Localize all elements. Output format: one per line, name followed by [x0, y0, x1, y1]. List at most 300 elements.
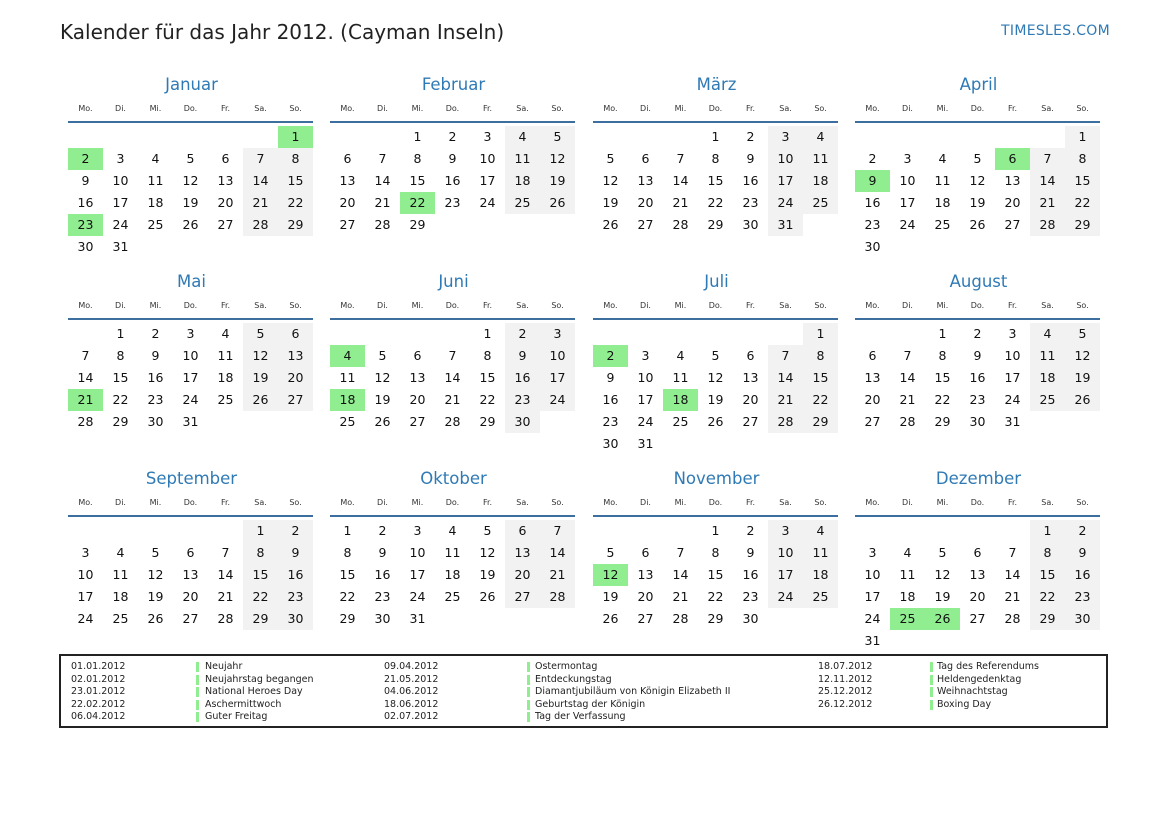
day-cell: 7 [768, 345, 803, 367]
day-cell: 6 [995, 148, 1030, 170]
day-cell: 18 [803, 564, 838, 586]
weekday-header [330, 301, 577, 313]
day-cell: 4 [151, 151, 160, 166]
month-name: August [949, 272, 1008, 291]
day-cell: 3 [81, 545, 90, 560]
day-cell: 18 [803, 170, 838, 192]
holiday-name: National Heroes Day [205, 686, 303, 697]
day-cell: 10 [899, 173, 916, 188]
day-cell: 19 [707, 392, 724, 407]
month-name: Februar [421, 75, 486, 94]
day-cell: 25 [112, 611, 129, 626]
weekday-label: Fr. [1007, 104, 1018, 113]
weekday-label: Do. [445, 104, 460, 113]
header-rule [855, 515, 1100, 517]
weekday-label: Sa. [1041, 104, 1054, 113]
day-cell: 19 [1065, 367, 1100, 389]
day-cell: 2 [973, 326, 982, 341]
day-cell: 8 [938, 348, 947, 363]
day-cell: 16 [444, 173, 461, 188]
month-2 [593, 74, 840, 264]
page-title: Kalender für das Jahr 2012. (Cayman Inseln) [60, 20, 505, 44]
day-cell: 30 [602, 436, 619, 451]
day-cell: 9 [505, 345, 540, 367]
day-cell: 11 [147, 173, 164, 188]
holiday-marker [196, 712, 199, 722]
weekday-label: Mo. [340, 104, 355, 113]
holiday-date: 23.01.2012 [71, 686, 126, 697]
day-cell: 17 [182, 370, 199, 385]
day-cell: 21 [672, 589, 689, 604]
day-cell: 31 [637, 436, 654, 451]
header-rule [68, 121, 313, 123]
day-cell: 20 [969, 589, 986, 604]
day-cell: 10 [1004, 348, 1021, 363]
day-cell: 22 [707, 195, 724, 210]
weekday-label: Mo. [340, 301, 355, 310]
holiday-name: Geburtstag der Königin [535, 698, 646, 710]
day-cell: 26 [925, 608, 960, 630]
day-cell: 22 [112, 392, 129, 407]
holiday-name: Guter Freitag [205, 711, 268, 722]
day-cell: 12 [934, 567, 951, 582]
day-cell: 2 [151, 326, 160, 341]
day-cell: 13 [339, 173, 356, 188]
header-rule [855, 121, 1100, 123]
day-cell: 17 [864, 589, 881, 604]
weekday-label: Mo. [603, 498, 618, 507]
day-cell: 14 [768, 367, 803, 389]
day-cell: 25 [339, 414, 356, 429]
day-cell: 7 [676, 545, 685, 560]
day-cell: 7 [1008, 545, 1017, 560]
day-cell: 24 [409, 589, 426, 604]
month-name: Mai [177, 272, 206, 291]
holiday-date: 06.04.2012 [71, 711, 126, 722]
day-cell: 8 [413, 151, 422, 166]
day-cell: 20 [637, 589, 654, 604]
weekday-label: Di. [640, 498, 651, 507]
day-cell: 31 [409, 611, 426, 626]
day-cell: 15 [707, 173, 724, 188]
day-cell: 17 [479, 173, 496, 188]
header-rule [330, 318, 575, 320]
month-name: April [959, 75, 998, 94]
day-cell: 9 [378, 545, 387, 560]
day-cell: 11 [672, 370, 689, 385]
day-cell: 23 [444, 195, 461, 210]
day-cell: 6 [221, 151, 230, 166]
day-cell: 10 [864, 567, 881, 582]
holiday-name: Entdeckungstag [535, 673, 612, 685]
holiday-marker [930, 687, 933, 697]
day-cell: 28 [444, 414, 461, 429]
holiday-date: 18.07.2012 [818, 661, 873, 672]
weekday-label: Fr. [482, 498, 493, 507]
day-cell: 18 [505, 170, 540, 192]
day-cell: 2 [278, 520, 313, 542]
month-name: März [696, 75, 737, 94]
weekday-label: Sa. [779, 301, 792, 310]
day-cell: 4 [448, 523, 457, 538]
day-cell: 20 [637, 195, 654, 210]
day-cell: 11 [1030, 345, 1065, 367]
day-cell: 23 [864, 217, 881, 232]
weekday-label: Fr. [1007, 301, 1018, 310]
day-cell: 14 [672, 173, 689, 188]
day-cell: 4 [1030, 323, 1065, 345]
day-cell: 10 [637, 370, 654, 385]
day-cell: 18 [663, 389, 698, 411]
day-cell: 7 [540, 520, 575, 542]
day-grid [68, 520, 315, 660]
day-grid [593, 520, 840, 660]
day-grid [855, 323, 1102, 463]
day-cell: 19 [602, 589, 619, 604]
day-cell: 17 [637, 392, 654, 407]
day-cell: 1 [243, 520, 278, 542]
day-cell: 30 [77, 239, 94, 254]
month-9 [330, 468, 577, 658]
day-cell: 13 [409, 370, 426, 385]
day-cell: 27 [637, 611, 654, 626]
day-cell: 24 [1004, 392, 1021, 407]
day-cell: 19 [182, 195, 199, 210]
day-cell: 31 [768, 214, 803, 236]
day-cell: 21 [1004, 589, 1021, 604]
weekday-label: Mo. [865, 104, 880, 113]
weekday-label: Di. [115, 104, 126, 113]
holiday-marker [196, 687, 199, 697]
weekday-label: Di. [640, 301, 651, 310]
day-cell: 23 [68, 214, 103, 236]
month-0 [68, 74, 315, 264]
weekday-label: Do. [183, 498, 198, 507]
day-cell: 2 [378, 523, 387, 538]
day-cell: 29 [243, 608, 278, 630]
holiday-marker [527, 687, 530, 697]
day-cell: 12 [243, 345, 278, 367]
day-cell: 16 [278, 564, 313, 586]
day-cell: 14 [1030, 170, 1065, 192]
day-cell: 13 [505, 542, 540, 564]
day-cell: 30 [505, 411, 540, 433]
day-cell: 19 [374, 392, 391, 407]
day-cell: 23 [742, 195, 759, 210]
day-cell: 4 [903, 545, 912, 560]
day-cell: 17 [768, 564, 803, 586]
day-cell: 23 [742, 589, 759, 604]
day-cell: 8 [116, 348, 125, 363]
holiday-date: 18.06.2012 [384, 698, 439, 710]
holiday-name: Tag des Referendums [937, 661, 1039, 672]
day-cell: 27 [742, 414, 759, 429]
day-cell: 24 [864, 611, 881, 626]
day-cell: 16 [742, 173, 759, 188]
holiday-marker [527, 700, 530, 710]
weekday-label: Fr. [220, 301, 231, 310]
day-cell: 10 [112, 173, 129, 188]
day-cell: 12 [540, 148, 575, 170]
day-cell: 8 [1030, 542, 1065, 564]
day-cell: 21 [374, 195, 391, 210]
day-cell: 24 [112, 217, 129, 232]
day-cell: 7 [448, 348, 457, 363]
day-cell: 28 [217, 611, 234, 626]
day-cell: 6 [505, 520, 540, 542]
holiday-date: 04.06.2012 [384, 686, 439, 697]
day-cell: 8 [483, 348, 492, 363]
weekday-label: Di. [902, 104, 913, 113]
day-cell: 12 [182, 173, 199, 188]
day-cell: 19 [243, 367, 278, 389]
weekday-header [855, 301, 1102, 313]
day-cell: 19 [147, 589, 164, 604]
day-cell: 2 [68, 148, 103, 170]
day-cell: 29 [409, 217, 426, 232]
day-cell: 21 [243, 192, 278, 214]
weekday-label: Sa. [516, 104, 529, 113]
weekday-header [593, 301, 840, 313]
day-cell: 19 [602, 195, 619, 210]
day-grid [330, 520, 577, 660]
day-cell: 5 [378, 348, 387, 363]
day-cell: 8 [803, 345, 838, 367]
day-cell: 3 [116, 151, 125, 166]
day-cell: 11 [444, 545, 461, 560]
day-cell: 23 [602, 414, 619, 429]
day-cell: 13 [637, 173, 654, 188]
holiday-date: 02.07.2012 [384, 711, 439, 722]
day-cell: 13 [742, 370, 759, 385]
day-cell: 26 [969, 217, 986, 232]
day-cell: 9 [973, 348, 982, 363]
day-cell: 24 [479, 195, 496, 210]
day-cell: 5 [483, 523, 492, 538]
day-cell: 26 [374, 414, 391, 429]
day-cell: 19 [479, 567, 496, 582]
month-name: September [145, 469, 238, 488]
weekday-label: Sa. [254, 104, 267, 113]
holiday-date: 09.04.2012 [384, 661, 439, 672]
day-cell: 5 [938, 545, 947, 560]
day-cell: 4 [116, 545, 125, 560]
day-cell: 21 [672, 195, 689, 210]
day-cell: 9 [448, 151, 457, 166]
day-cell: 10 [77, 567, 94, 582]
weekday-label: So. [551, 498, 564, 507]
weekday-label: Mi. [936, 104, 949, 113]
day-cell: 15 [1030, 564, 1065, 586]
weekday-label: Di. [902, 301, 913, 310]
day-grid [68, 126, 315, 266]
weekday-label: Di. [902, 498, 913, 507]
weekday-label: Mo. [865, 498, 880, 507]
day-grid [593, 323, 840, 463]
day-cell: 29 [1065, 214, 1100, 236]
day-cell: 28 [768, 411, 803, 433]
day-cell: 25 [505, 192, 540, 214]
day-cell: 15 [278, 170, 313, 192]
day-cell: 12 [707, 370, 724, 385]
day-cell: 14 [540, 542, 575, 564]
weekday-label: Fr. [220, 104, 231, 113]
day-cell: 25 [890, 608, 925, 630]
day-cell: 1 [278, 126, 313, 148]
day-cell: 21 [540, 564, 575, 586]
day-cell: 2 [505, 323, 540, 345]
day-cell: 1 [938, 326, 947, 341]
month-name: Oktober [420, 469, 487, 488]
month-name: Januar [165, 75, 218, 94]
day-cell: 2 [593, 345, 628, 367]
weekday-label: Sa. [516, 498, 529, 507]
day-cell: 20 [742, 392, 759, 407]
day-cell: 25 [1030, 389, 1065, 411]
day-cell: 2 [868, 151, 877, 166]
day-cell: 12 [602, 173, 619, 188]
weekday-label: Sa. [254, 498, 267, 507]
day-cell: 11 [505, 148, 540, 170]
weekday-label: Mi. [149, 498, 162, 507]
day-cell: 18 [112, 589, 129, 604]
day-cell: 26 [182, 217, 199, 232]
weekday-label: Fr. [745, 301, 756, 310]
site-link[interactable]: TIMESLES.COM [1001, 23, 1110, 39]
day-cell: 26 [707, 414, 724, 429]
weekday-label: So. [1076, 104, 1089, 113]
day-cell: 5 [186, 151, 195, 166]
day-cell: 13 [864, 370, 881, 385]
day-cell: 1 [116, 326, 125, 341]
day-cell: 3 [641, 348, 650, 363]
day-cell: 10 [409, 545, 426, 560]
weekday-label: Do. [708, 301, 723, 310]
day-cell: 29 [278, 214, 313, 236]
weekday-header [593, 498, 840, 510]
day-cell: 1 [413, 129, 422, 144]
weekday-label: Di. [640, 104, 651, 113]
day-cell: 5 [606, 151, 615, 166]
weekday-label: So. [289, 104, 302, 113]
day-cell: 3 [768, 126, 803, 148]
day-cell: 10 [479, 151, 496, 166]
day-cell: 17 [409, 567, 426, 582]
day-cell: 23 [278, 586, 313, 608]
weekday-label: Mo. [340, 498, 355, 507]
day-cell: 13 [278, 345, 313, 367]
day-cell: 5 [151, 545, 160, 560]
holiday-date: 26.12.2012 [818, 698, 873, 710]
weekday-label: Mi. [936, 498, 949, 507]
holiday-marker [930, 700, 933, 710]
weekday-header [855, 498, 1102, 510]
day-cell: 30 [374, 611, 391, 626]
day-cell: 24 [637, 414, 654, 429]
weekday-label: Do. [445, 498, 460, 507]
day-cell: 3 [868, 545, 877, 560]
day-cell: 17 [899, 195, 916, 210]
day-cell: 29 [803, 411, 838, 433]
day-cell: 15 [243, 564, 278, 586]
holiday-marker [196, 662, 199, 672]
weekday-label: Mi. [149, 301, 162, 310]
day-cell: 3 [483, 129, 492, 144]
day-cell: 12 [479, 545, 496, 560]
weekday-label: Mi. [411, 301, 424, 310]
weekday-label: Mo. [603, 104, 618, 113]
holiday-marker [196, 675, 199, 685]
day-cell: 27 [637, 217, 654, 232]
day-cell: 4 [330, 345, 365, 367]
day-cell: 21 [1030, 192, 1065, 214]
weekday-label: So. [551, 301, 564, 310]
day-cell: 22 [934, 392, 951, 407]
weekday-label: Mi. [411, 104, 424, 113]
holiday-marker [527, 662, 530, 672]
day-cell: 11 [339, 370, 356, 385]
day-cell: 4 [803, 520, 838, 542]
day-cell: 26 [602, 611, 619, 626]
day-cell: 15 [1065, 170, 1100, 192]
day-cell: 13 [637, 567, 654, 582]
day-grid [593, 126, 840, 266]
day-cell: 15 [409, 173, 426, 188]
month-6 [593, 271, 840, 461]
holiday-marker [196, 700, 199, 710]
weekday-label: Di. [115, 498, 126, 507]
day-cell: 16 [77, 195, 94, 210]
day-cell: 31 [182, 414, 199, 429]
day-cell: 29 [339, 611, 356, 626]
day-cell: 31 [864, 633, 881, 648]
day-cell: 11 [899, 567, 916, 582]
day-cell: 7 [81, 348, 90, 363]
day-cell: 16 [969, 370, 986, 385]
day-cell: 5 [243, 323, 278, 345]
day-cell: 24 [768, 586, 803, 608]
day-cell: 14 [672, 567, 689, 582]
holiday-date: 21.05.2012 [384, 673, 439, 685]
holiday-legend [59, 654, 1108, 728]
weekday-label: Mo. [78, 301, 93, 310]
day-cell: 27 [969, 611, 986, 626]
day-cell: 1 [1030, 520, 1065, 542]
day-cell: 9 [1065, 542, 1100, 564]
day-cell: 6 [343, 151, 352, 166]
month-10 [593, 468, 840, 658]
day-cell: 14 [217, 567, 234, 582]
day-cell: 16 [864, 195, 881, 210]
holiday-marker [527, 675, 530, 685]
day-cell: 9 [746, 545, 755, 560]
day-cell: 20 [864, 392, 881, 407]
day-cell: 12 [969, 173, 986, 188]
day-cell: 6 [641, 151, 650, 166]
month-7 [855, 271, 1102, 461]
day-cell: 3 [540, 323, 575, 345]
day-cell: 22 [243, 586, 278, 608]
header-rule [593, 515, 838, 517]
day-cell: 23 [505, 389, 540, 411]
weekday-label: So. [551, 104, 564, 113]
day-cell: 18 [934, 195, 951, 210]
day-cell: 28 [1030, 214, 1065, 236]
day-cell: 18 [217, 370, 234, 385]
day-cell: 20 [339, 195, 356, 210]
day-cell: 1 [1065, 126, 1100, 148]
weekday-label: Fr. [745, 498, 756, 507]
